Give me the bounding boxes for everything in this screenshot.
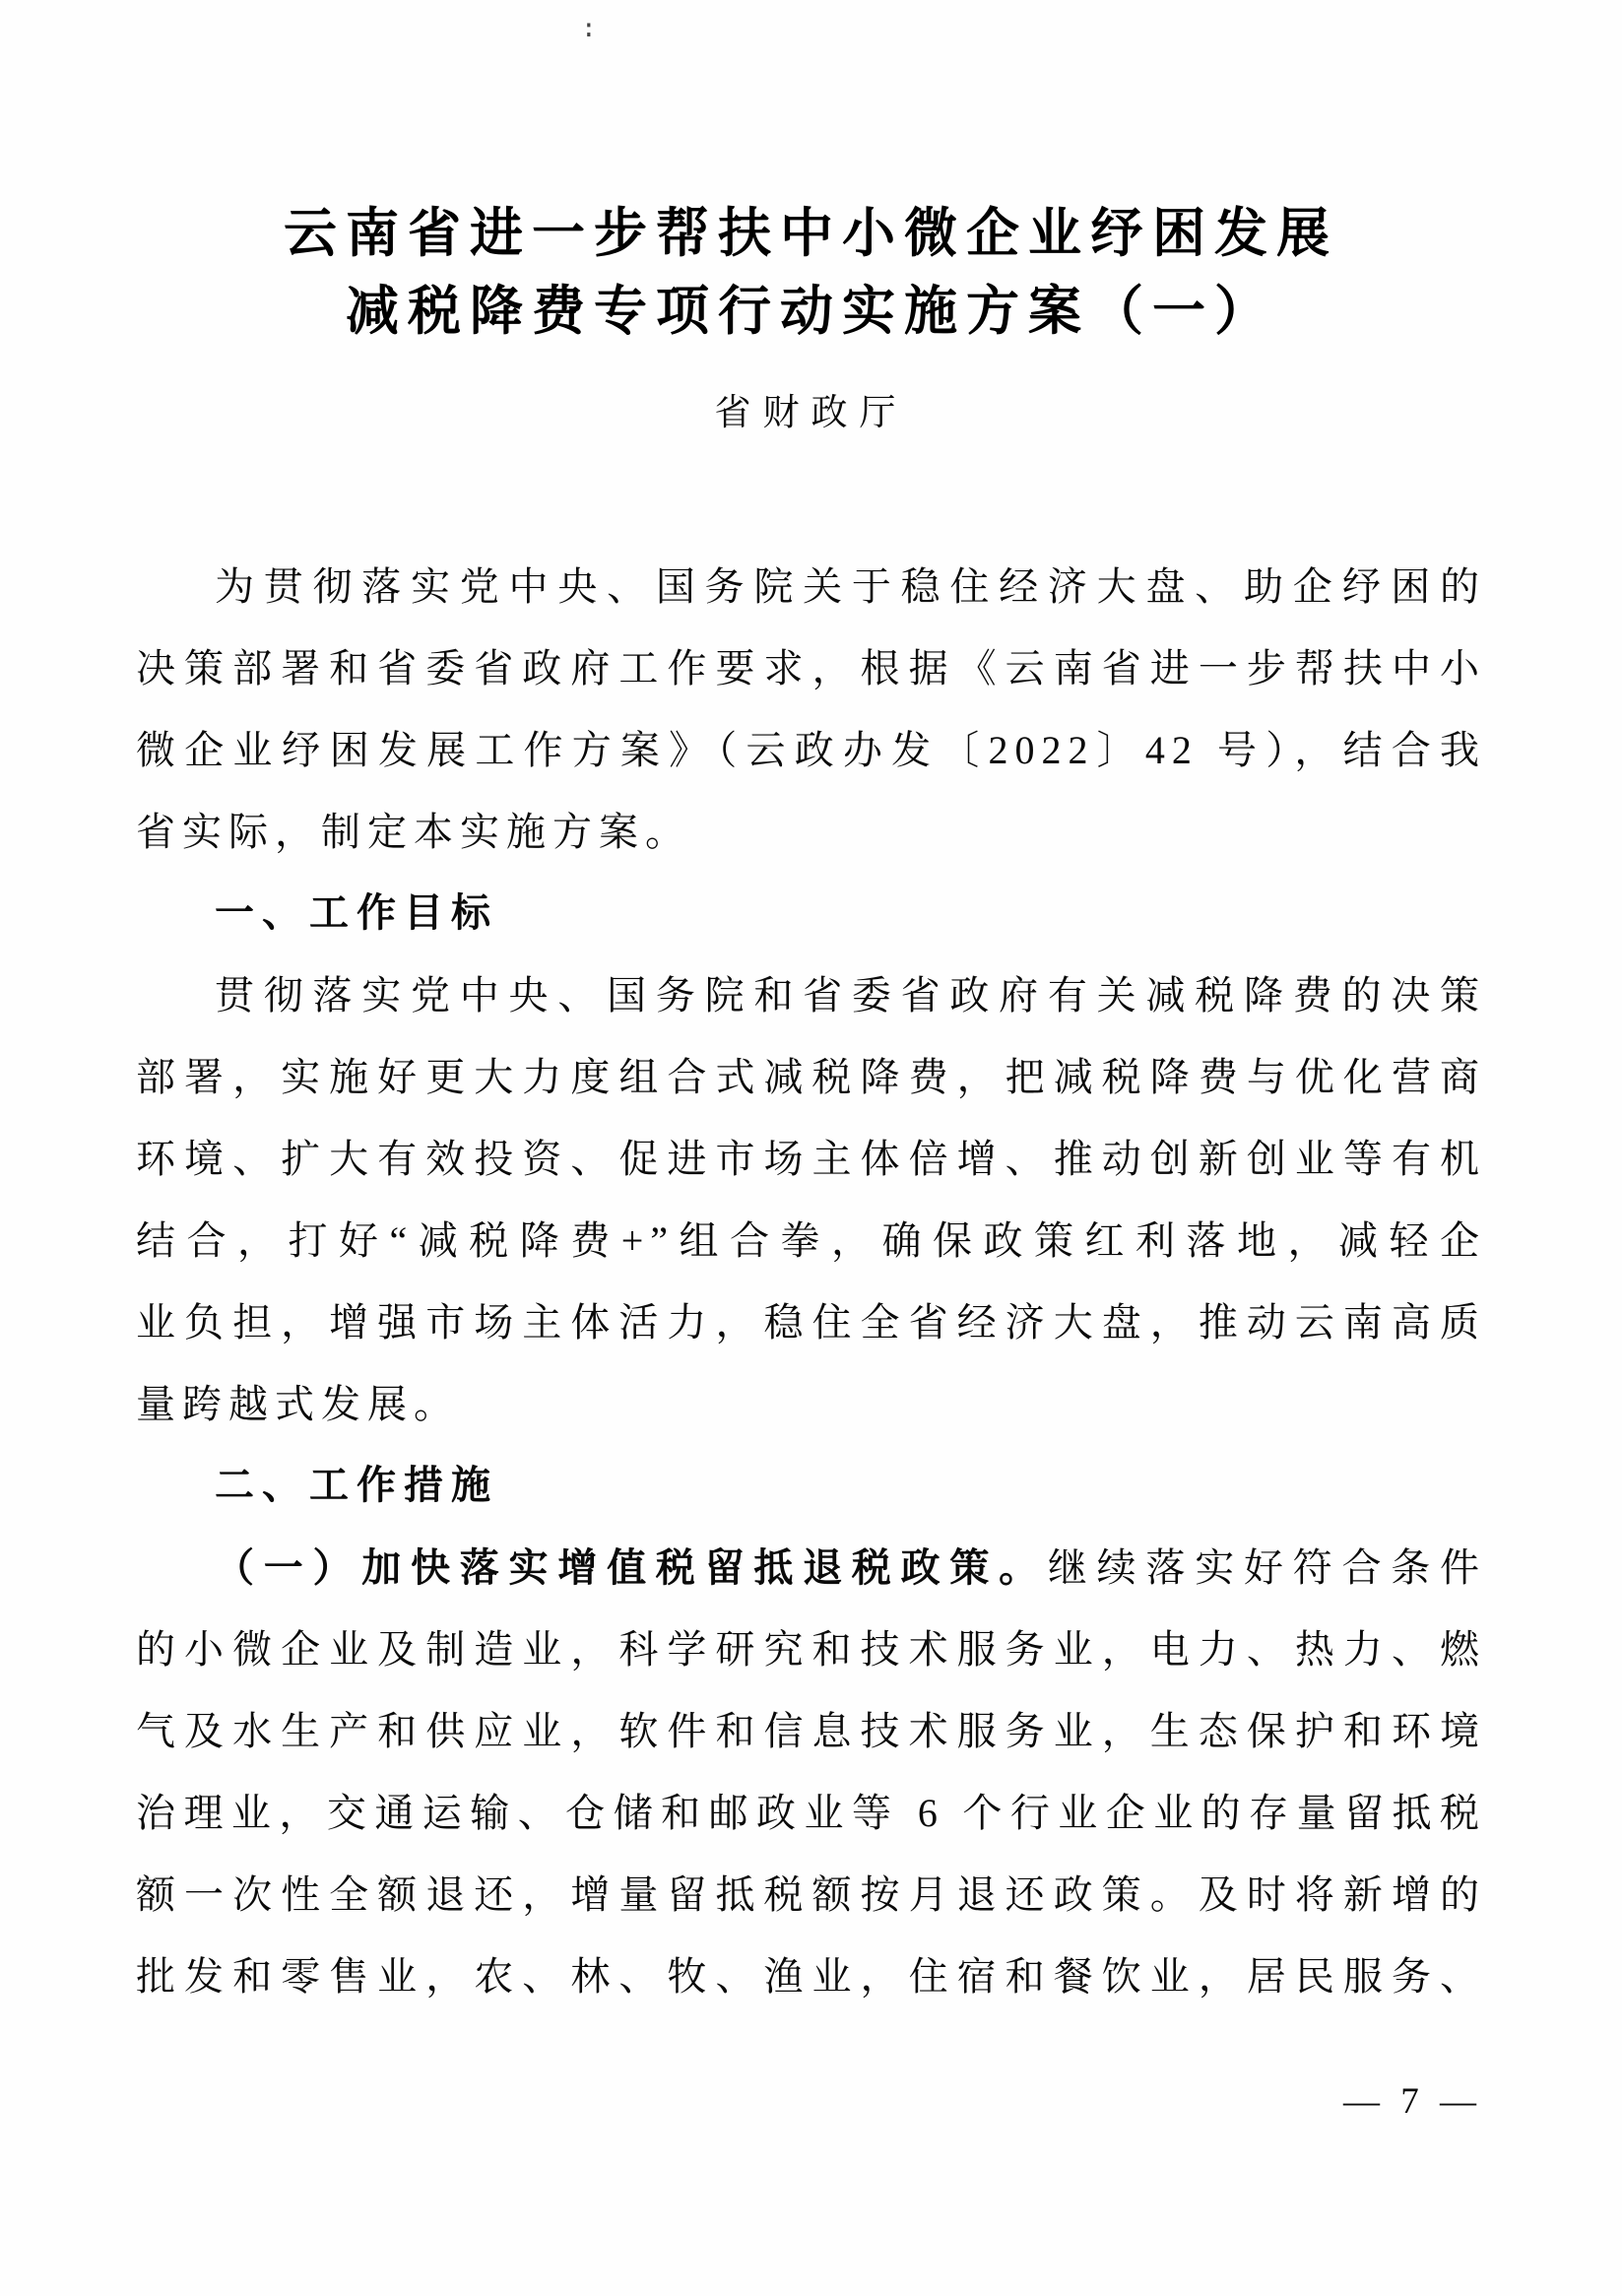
body-line: 治理业，交通运输、仓储和邮政业等 6 个行业企业的存量留抵税 [136, 1791, 1486, 1835]
body-line [136, 1527, 1486, 1608]
document-body [0, 546, 1622, 2017]
document-author: 省财政厅 [714, 393, 908, 433]
title-line-1: 云南省进一步帮扶中小微企业纾困发展 [284, 204, 1338, 263]
section-heading-1: 一、工作目标 [215, 891, 498, 935]
body-line: 额一次性全额退还，增量留抵税额按月退还政策。及时将新增的 [136, 1872, 1486, 1917]
body-line: 量跨越式发展。 [136, 1382, 460, 1426]
body-line: 批发和零售业，农、林、牧、渔业，住宿和餐饮业，居民服务、 [136, 1954, 1486, 1999]
body-line: 气及水生产和供应业，软件和信息技术服务业，生态保护和环境 [136, 1709, 1486, 1753]
body-line: 业负担，增强市场主体活力，稳住全省经济大盘，推动云南高质 [136, 1300, 1486, 1345]
scan-artifact-mark: : [581, 14, 599, 43]
body-line: 的小微企业及制造业，科学研究和技术服务业，电力、热力、燃 [136, 1627, 1486, 1672]
section-heading-2: 二、工作措施 [215, 1464, 498, 1507]
subsection-lead: （一）加快落实增值税留抵退税政策。 [215, 1545, 1048, 1590]
body-line: 贯彻落实党中央、国务院和省委省政府有关减税降费的决策 [215, 973, 1486, 1017]
body-line: 微企业纾困发展工作方案》（云政办发〔2022〕42 号），结合我 [136, 728, 1486, 772]
title-line-2: 减税降费专项行动实施方案（一） [346, 282, 1276, 341]
body-line: 结合，打好“减税降费+”组合拳，确保政策红利落地，减轻企 [136, 1218, 1486, 1263]
body-line-text: 继续落实好符合条件 [1047, 1545, 1487, 1590]
body-line: 部署，实施好更大力度组合式减税降费，把减税降费与优化营商 [136, 1055, 1486, 1099]
body-line: 决策部署和省委省政府工作要求，根据《云南省进一步帮扶中小 [136, 646, 1486, 690]
document-title [0, 0, 1622, 351]
body-line: 环境、扩大有效投资、促进市场主体倍增、推动创新创业等有机 [136, 1137, 1486, 1181]
body-line: 为贯彻落实党中央、国务院关于稳住经济大盘、助企纾困的 [215, 564, 1486, 609]
body-line: 省实际，制定本实施方案。 [136, 810, 691, 854]
page-number: — 7 — [1343, 2081, 1482, 2122]
